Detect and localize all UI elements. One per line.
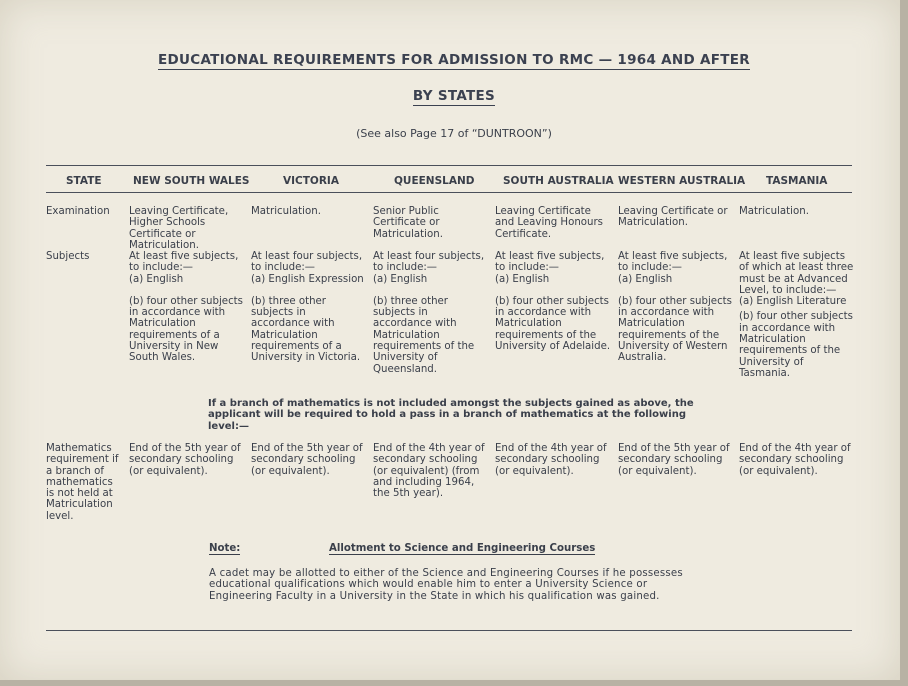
header-top-rule bbox=[46, 165, 852, 166]
note-label: Note: bbox=[209, 543, 241, 554]
subjects-item-b: (b) four other subjects in accordance with Matriculation requirements of the University of Adelaide. bbox=[495, 295, 611, 353]
subjects-item-a: (a) English Literature bbox=[739, 296, 847, 308]
note-body: A cadet may be allotted to either of the Science and Engineering Courses if he possesses educational qualifications which would enable him to enter a University Science or Engineering Faculty in a University in the State in which his qualification was gained. bbox=[209, 568, 683, 602]
mathematics-nsw: End of the 5th year of secondary schooling (or equivalent). bbox=[129, 443, 241, 477]
header-victoria: VICTORIA bbox=[283, 175, 339, 187]
document-title: EDUCATIONAL REQUIREMENTS FOR ADMISSION TO RMC — 1964 AND AFTER bbox=[157, 52, 751, 68]
examination-nsw: Leaving Certificate, Higher Schools Certificate or Matriculation. bbox=[129, 206, 229, 251]
subjects-intro: At least four subjects, to include:— bbox=[373, 251, 485, 274]
header-state: STATE bbox=[66, 175, 102, 187]
subjects-queensland bbox=[373, 251, 489, 375]
mathematics-note: If a branch of mathematics is not included amongst the subjects gained as above, the applicant will be required to hold a pass in a branch of mathematics at the following level:— bbox=[208, 398, 694, 432]
subjects-item-b: (b) four other subjects in accordance with Matriculation requirements of the University of Tasmania. bbox=[739, 311, 853, 379]
header-western-australia: WESTERN AUSTRALIA bbox=[618, 175, 746, 187]
footer-rule bbox=[46, 630, 852, 631]
subjects-item-b: (b) four other subjects in accordance with Matriculation requirements of the University of Western Australia. bbox=[618, 295, 732, 364]
examination-western-australia: Leaving Certificate or Matriculation. bbox=[618, 206, 728, 229]
subjects-victoria bbox=[251, 251, 367, 364]
subjects-south-australia bbox=[495, 251, 611, 352]
subjects-item-a: (a) English bbox=[373, 273, 428, 285]
mathematics-label: Mathematics requirement if a branch of mathematics is not held at Matriculation level. bbox=[46, 443, 119, 522]
header-tasmania: TASMANIA bbox=[766, 175, 828, 187]
note-heading: Allotment to Science and Engineering Courses bbox=[329, 543, 596, 554]
examination-victoria: Matriculation. bbox=[251, 206, 321, 217]
subjects-intro: At least five subjects of which at least three must be at Advanced Level, to include:— bbox=[739, 251, 854, 296]
header-queensland: QUEENSLAND bbox=[394, 175, 475, 187]
header-bottom-rule bbox=[46, 192, 852, 193]
subjects-label: Subjects bbox=[46, 251, 90, 262]
examination-tasmania: Matriculation. bbox=[739, 206, 809, 217]
see-also-reference: (See also Page 17 of “DUNTROON”) bbox=[356, 127, 552, 140]
examination-label: Examination bbox=[46, 206, 110, 217]
subjects-item-b: (b) four other subjects in accordance with Matriculation requirements of a University in New South Wales. bbox=[129, 295, 243, 364]
subjects-item-b: (b) three other subjects in accordance with Matriculation requirements of the University of Queensland. bbox=[373, 295, 475, 375]
mathematics-south-australia: End of the 4th year of secondary schooling (or equivalent). bbox=[495, 443, 607, 477]
subjects-item-a: (a) English bbox=[129, 273, 184, 285]
subjects-intro: At least five subjects, to include:— bbox=[129, 251, 239, 274]
mathematics-victoria: End of the 5th year of secondary schooling (or equivalent). bbox=[251, 443, 363, 477]
document-subtitle: BY STATES bbox=[412, 88, 496, 104]
subjects-item-a: (a) English bbox=[495, 273, 550, 285]
mathematics-western-australia: End of the 5th year of secondary schooling (or equivalent). bbox=[618, 443, 730, 477]
examination-queensland: Senior Public Certificate or Matriculation. bbox=[373, 206, 443, 240]
header-nsw: NEW SOUTH WALES bbox=[133, 175, 250, 187]
mathematics-queensland: End of the 4th year of secondary schooling (or equivalent) (from and including 1964, the 5th year). bbox=[373, 443, 485, 500]
subjects-nsw bbox=[129, 251, 245, 364]
subjects-item-a: (a) English bbox=[618, 273, 673, 285]
subjects-intro: At least five subjects, to include:— bbox=[618, 251, 728, 274]
subjects-tasmania bbox=[739, 251, 855, 379]
subjects-item-b: (b) three other subjects in accordance with Matriculation requirements of a University in Victoria. bbox=[251, 295, 361, 364]
subjects-western-australia bbox=[618, 251, 734, 364]
subjects-item-a: (a) English Expression bbox=[251, 273, 364, 285]
mathematics-tasmania: End of the 4th year of secondary schooling (or equivalent). bbox=[739, 443, 851, 477]
subjects-intro: At least five subjects, to include:— bbox=[495, 251, 605, 274]
subjects-intro: At least four subjects, to include:— bbox=[251, 251, 363, 274]
header-south-australia: SOUTH AUSTRALIA bbox=[503, 175, 614, 187]
examination-south-australia: Leaving Certificate and Leaving Honours Certificate. bbox=[495, 206, 603, 240]
